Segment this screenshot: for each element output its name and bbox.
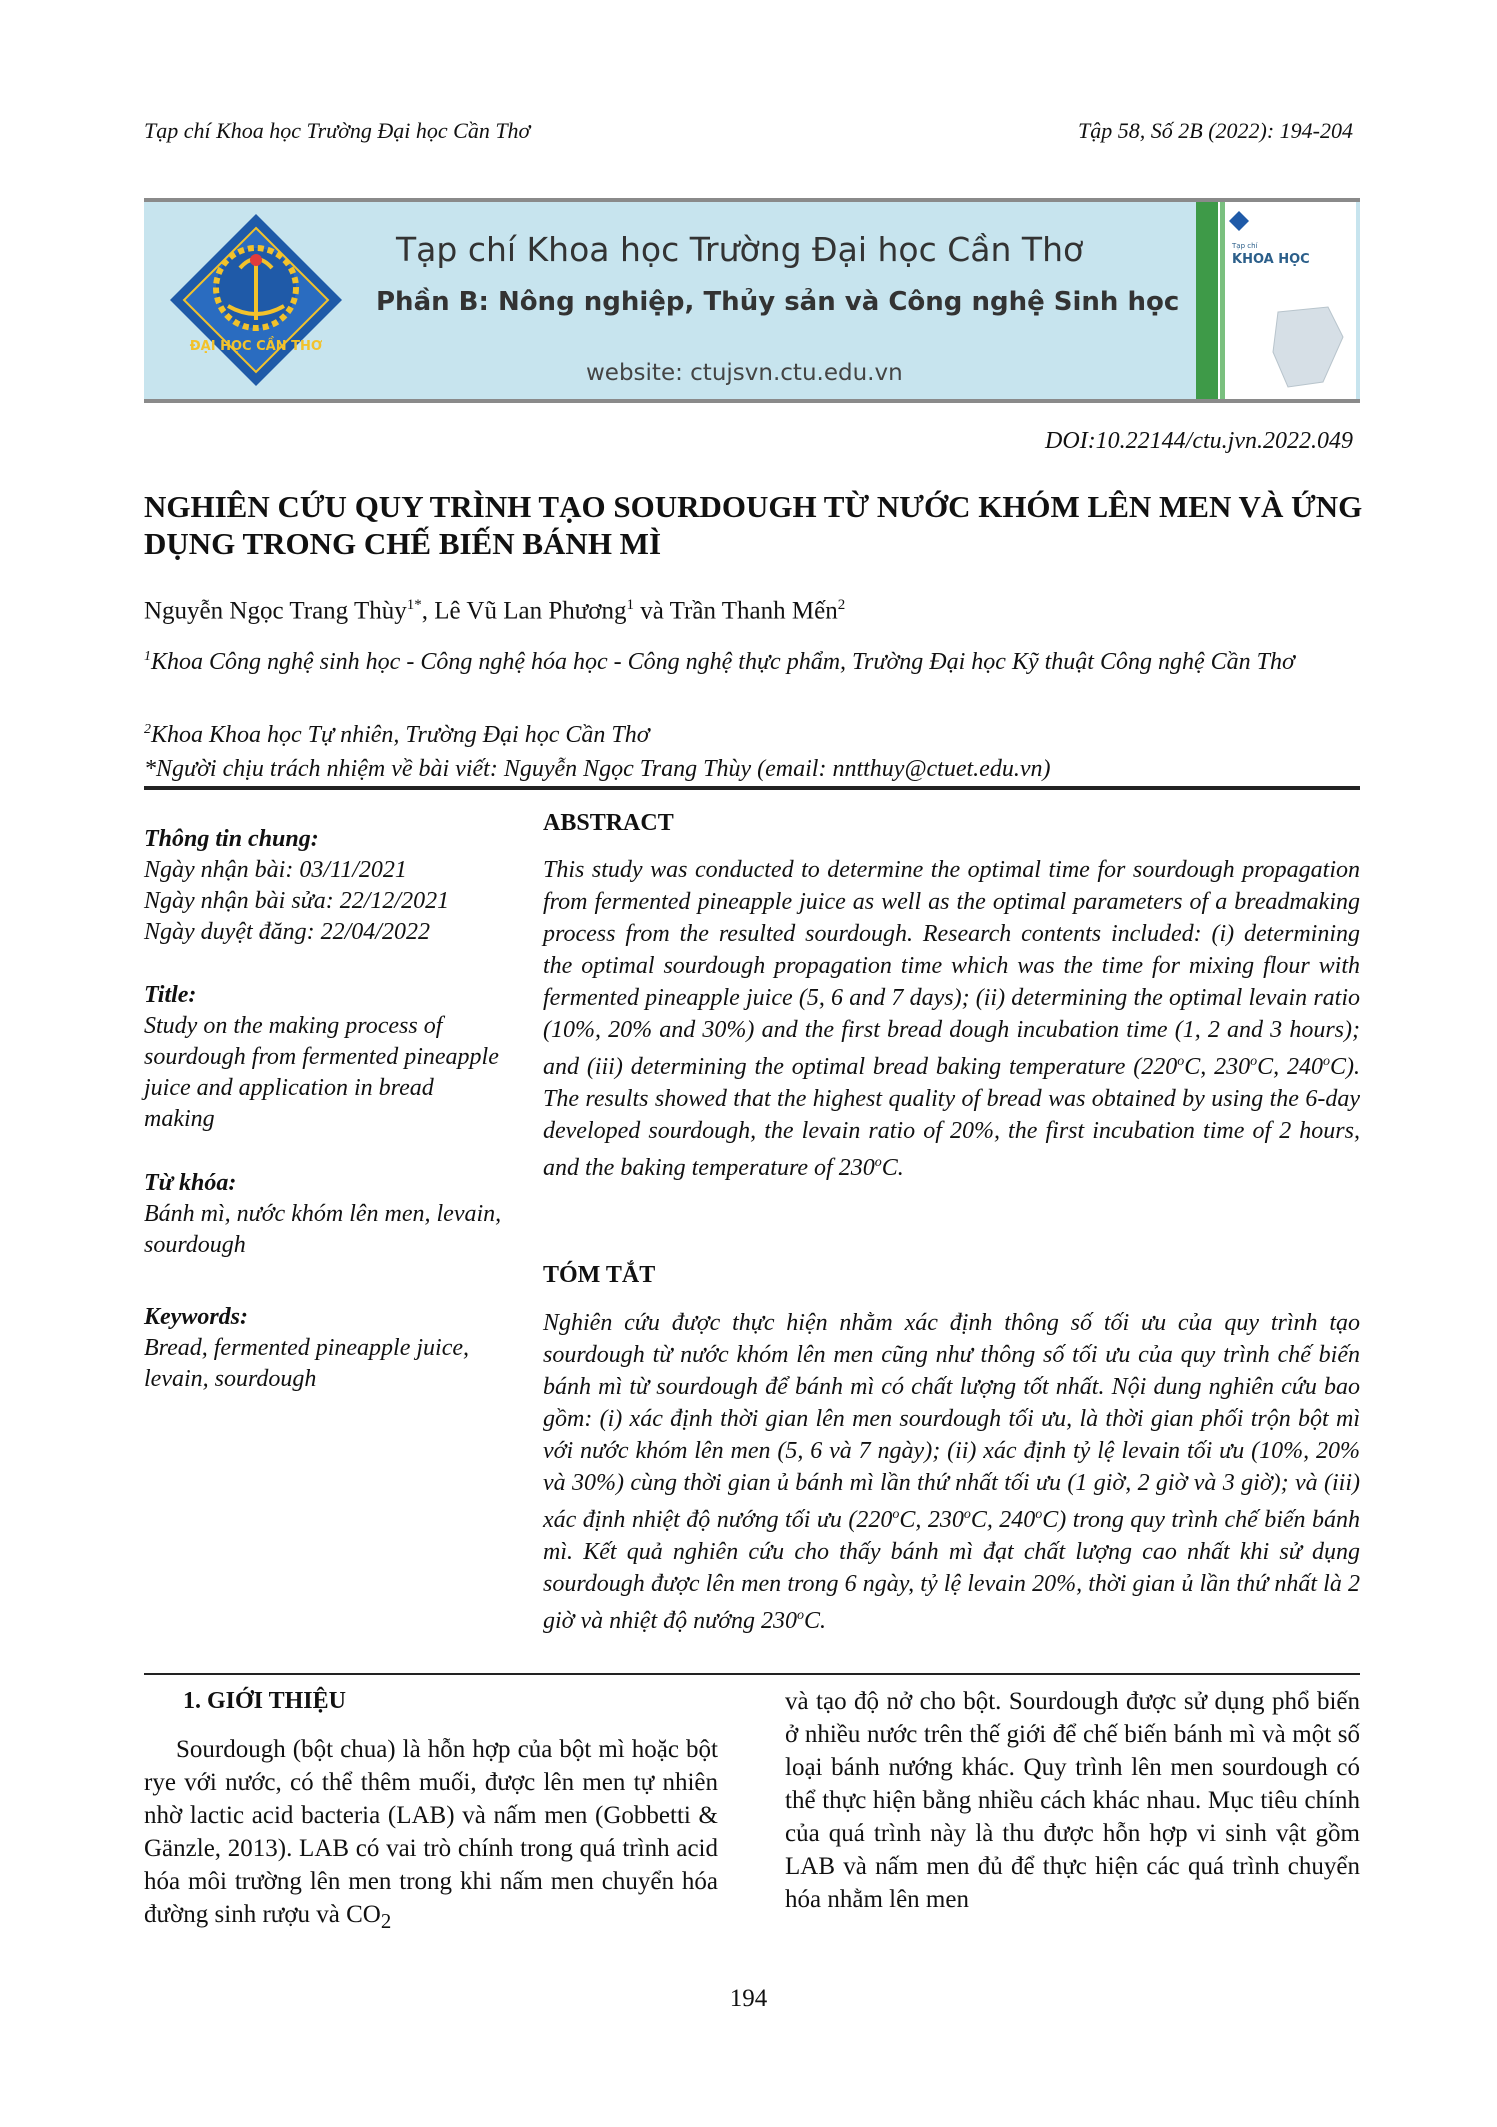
keywords-en-block — [144, 1302, 504, 1395]
tomtat-text-part: Nghiên cứu được thực hiện nhằm xác định thông số tối ưu của quy trình tạo sourdough từ nước khóm lên men cũng như thông số tối ưu của quy trình chế biến bánh mì từ sourdough để bánh mì có chất lượng tốt nhất. Nội dung nghiên cứu bao gồm: (i) xác định thời gian lên men sourdough tối ưu, là thời gian phối trộn bột mì với nước khóm lên men (5, 6 và 7 ngày); (ii) xác định tỷ lệ levain tối ưu (10%, 20% và 30%) cùng thời gian ủ bánh mì lần thứ nhất tối ưu (1 giờ, 2 giờ và 3 giờ); và (iii) xác định nhiệt độ nướng tối ưu (220 — [543, 1310, 1360, 1533]
english-title: Study on the making process of sourdough from fermented pineapple juice and application in bread making — [144, 1013, 499, 1132]
logo-lettering: ĐẠI HỌC CẦN THƠ — [189, 339, 323, 354]
running-header-journal: Tạp chí Khoa học Trường Đại học Cần Thơ — [144, 118, 531, 143]
tomtat-text — [543, 1307, 1360, 1637]
tomtat-text-part: C, 240 — [970, 1507, 1036, 1533]
author-3-affil-mark: 2 — [837, 597, 846, 613]
intro-heading: 1. GIỚI THIỆU — [183, 1688, 346, 1714]
affiliation-1-mark: 1 — [144, 649, 151, 664]
banner-subtitle: Phần B: Nông nghiệp, Thủy sản và Công nghệ Sinh học — [376, 287, 1180, 317]
journal-cover-thumbnail — [1196, 202, 1356, 399]
english-title-heading: Title: — [144, 982, 197, 1008]
cover-label: KHOA HỌC — [1232, 252, 1310, 267]
degree-mark: o — [1322, 1054, 1330, 1069]
degree-mark: o — [1250, 1054, 1258, 1069]
article-info-heading: Thông tin chung: — [144, 826, 319, 852]
author-2: Lê Vũ Lan Phương — [434, 597, 627, 625]
abstract-heading: ABSTRACT — [543, 810, 674, 836]
author-1: Nguyễn Ngọc Trang Thùy — [144, 597, 407, 625]
author-1-affil-mark: 1* — [406, 597, 422, 613]
intro-left-column — [144, 1733, 718, 1938]
affiliation-1-text: Khoa Công nghệ sinh học - Công nghệ hóa học - Công nghệ thực phẩm, Trường Đại học Kỹ thuật Công nghệ Cần Thơ — [151, 649, 1295, 675]
header-rule — [144, 786, 1360, 790]
subscript-2: 2 — [380, 1909, 392, 1933]
tomtat-text-part: C. — [804, 1608, 827, 1634]
degree-mark: o — [874, 1155, 882, 1170]
cover-logo-icon — [1228, 210, 1250, 232]
keywords-vi: Bánh mì, nước khóm lên men, levain, sourdough — [144, 1201, 502, 1258]
intro-right-column: và tạo độ nở cho bột. Sourdough được sử dụng phổ biến ở nhiều nước trên thế giới để chế biến bánh mì và một số loại bánh nướng khác. Quy trình lên men sourdough có thể thực hiện bằng nhiều cách khác nhau. Mục tiêu chính của quá trình này là thu được hỗn hợp vi sinh vật gồm LAB và nấm men đủ để thực hiện các quá trình chuyển hóa nhằm lên men — [785, 1688, 1360, 1913]
banner-title: Tạp chí Khoa học Trường Đại học Cần Thơ — [396, 230, 1084, 269]
page-number: 194 — [729, 1985, 768, 2012]
article-info — [144, 824, 504, 948]
university-logo — [166, 210, 346, 390]
keywords-en: Bread, fermented pineapple juice, levain, sourdough — [144, 1335, 470, 1392]
tomtat-text-part: C) trong quy trình chế biến bánh mì. Kết quả nghiên cứu cho thấy bánh mì đạt chất lượng cao nhất khi sử dụng sourdough được lên men trong 6 ngày, tỷ lệ levain 20%, thời gian ủ lần thứ nhất là 2 giờ và nhiệt độ nướng 230 — [543, 1507, 1360, 1634]
running-header-issue: Tập 58, Số 2B (2022): 194-204 — [1078, 118, 1353, 143]
author-2-affil-mark: 1 — [626, 597, 634, 613]
abstract-text-part: C, 240 — [1257, 1054, 1323, 1080]
intro-paragraph: Sourdough (bột chua) là hỗn hợp của bột mì hoặc bột rye với nước, có thể thêm muối, được lên men tự nhiên nhờ lactic acid bacteria (LAB) và nấm men (Gobbetti & Gänzle, 2013). LAB có vai trò chính trong quá trình acid hóa môi trường lên men trong khi nấm men chuyển hóa đường sinh rượu và CO — [144, 1736, 718, 1928]
abstract-text — [543, 854, 1360, 1184]
journal-banner — [144, 198, 1360, 403]
abstract-text-part: C. — [881, 1155, 904, 1181]
affiliation-2-text: Khoa Khoa học Tự nhiên, Trường Đại học Cần Thơ — [151, 722, 650, 748]
abstract-text-part: This study was conducted to determine the optimal time for sourdough propagation from fermented pineapple juice as well as the optimal parameters of a breadmaking process from the resulted sourdough. Research contents included: (i) determining the optimal sourdough propagation time which was the time for mixing flour with fermented pineapple juice (5, 6 and 7 days); (ii) determining the optimal levain ratio (10%, 20% and 30%) and the first bread dough incubation time (1, 2 and 3 hours); and (iii) determining the optimal bread baking temperature (220 — [543, 857, 1360, 1080]
affiliation-1 — [144, 640, 1354, 679]
body-rule — [144, 1673, 1360, 1675]
degree-mark: o — [797, 1608, 805, 1623]
keywords-vi-block — [144, 1168, 504, 1261]
cover-green-bar — [1196, 202, 1218, 399]
abstract-text-part: C, 230 — [1184, 1054, 1251, 1080]
english-title-block — [144, 980, 504, 1135]
degree-mark: o — [963, 1507, 971, 1522]
abstract-text-part: C). The results showed that the highest quality of bread was obtained by using the 6-day developed sourdough, the levain ratio of 20%, the first incubation time of 2 hours, and the baking temperature of 230 — [543, 1054, 1360, 1181]
tomtat-heading: TÓM TẮT — [543, 1262, 656, 1288]
degree-mark: o — [1177, 1054, 1185, 1069]
tomtat-text-part: C, 230 — [899, 1507, 964, 1533]
keywords-en-heading: Keywords: — [144, 1304, 248, 1330]
received-date: Ngày nhận bài: 03/11/2021 — [144, 857, 407, 883]
author-separator: , — [421, 597, 435, 625]
degree-mark: o — [1035, 1507, 1043, 1522]
revised-date: Ngày nhận bài sửa: 22/12/2021 — [144, 888, 450, 914]
banner-website: website: ctujsvn.ctu.edu.vn — [586, 360, 903, 386]
affiliation-2 — [144, 713, 1354, 752]
author-3: Trần Thanh Mến — [669, 597, 838, 625]
cover-green-stripe — [1220, 202, 1225, 399]
affiliation-2-mark: 2 — [144, 722, 151, 737]
degree-mark: o — [892, 1507, 900, 1522]
corresponding-author: *Người chịu trách nhiệm về bài viết: Nguyễn Ngọc Trang Thùy (email: nntthuy@ctuet.edu.vn) — [144, 756, 1051, 782]
cover-label-small: Tạp chí — [1232, 242, 1258, 250]
doi: DOI:10.22144/ctu.jvn.2022.049 — [1045, 428, 1353, 454]
paper-title: NGHIÊN CỨU QUY TRÌNH TẠO SOURDOUGH TỪ NƯỚC KHÓM LÊN MEN VÀ ỨNG DỤNG TRONG CHẾ BIẾN BÁNH MÌ — [144, 489, 1363, 561]
accepted-date: Ngày duyệt đăng: 22/04/2022 — [144, 919, 430, 945]
author-separator: và — [634, 597, 670, 625]
author-list — [144, 597, 845, 625]
cover-map-icon — [1268, 302, 1348, 392]
keywords-vi-heading: Từ khóa: — [144, 1170, 237, 1196]
